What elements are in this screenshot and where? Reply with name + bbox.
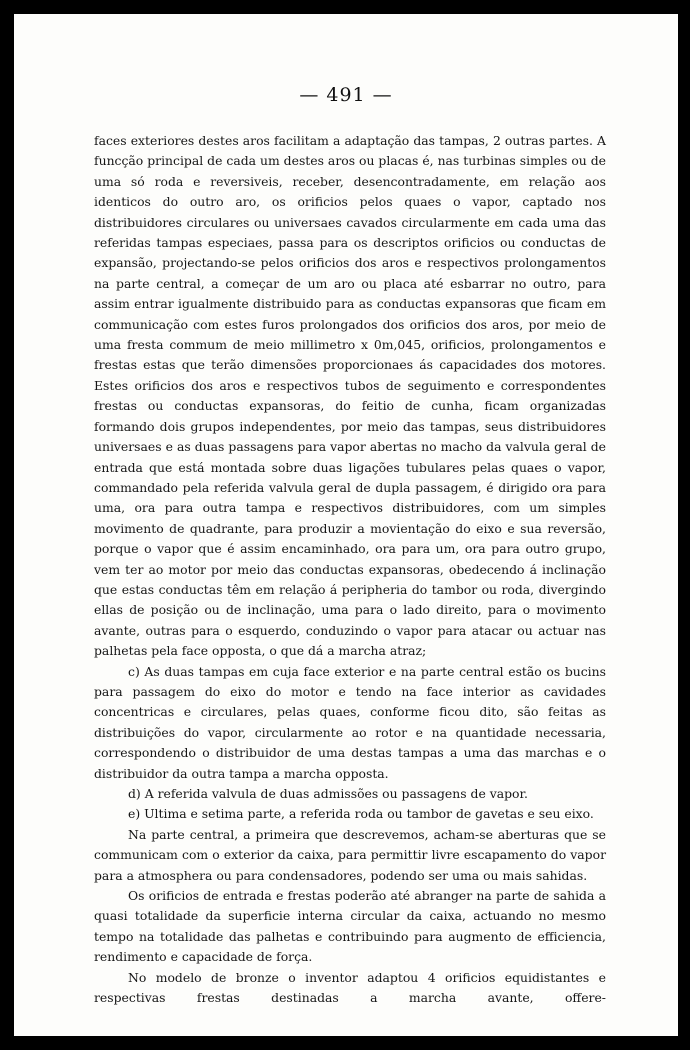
body-text [94,131,606,1008]
paragraph-2: c) As duas tampas em cuja face exterior e na parte central estão os bucins para passagem do eixo do motor e tendo na face interior as cavidades concentricas e circulares, pelas quaes, conforme ficou dito, são feitas as distribuições do vapor, circularmente ao rotor e na quantidade necessaria, correspondendo o distribuidor de uma destas tampas a uma das marchas e o distribuidor da outra tampa a marcha opposta. [94,663,606,781]
paragraph-3: d) A referida valvula de duas admissões ou passagens de vapor. [128,786,528,801]
paragraph-5: Na parte central, a primeira que descrevemos, acham-se aberturas que se communicam com o exterior da caixa, para permittir livre escapamento do vapor para a atmosphera ou para condensadores, podendo ser uma ou mais sahidas. [94,826,606,883]
paragraph-6: Os orificios de entrada e frestas poderão até abranger na parte de sahida a quasi totalidade da superficie interna circular da caixa, actuando no mesmo tempo na totalidade das palhetas e contribuindo para augmento de efficiencia, rendimento e capacidade de força. [94,888,606,965]
page-number: — 491 — [299,84,393,106]
paragraph-7: No modelo de bronze o inventor adaptou 4 orificios equidistantes e respectivas frestas destinadas a marcha avante, offere- [94,969,606,1006]
document-page [14,14,678,1036]
paragraph-4: e) Ultima e setima parte, a referida roda ou tambor de gavetas e seu eixo. [128,806,594,822]
paragraph-1: faces exteriores destes aros facilitam a adaptação das tampas, 2 outras partes. A funcção principal de cada um destes aros ou placas é, nas turbinas simples ou de uma só roda e reversiveis, receber, desencontradamente, em relação aos identicos do outro aro, os orificios pelos quaes o vapor, captado nos distribuidores circulares ou universaes cavados circularmente em cada uma das referidas tampas especiaes, passa para os descriptos orificios ou conductas de expansão, projectando-se pelos orificios dos aros e respectivos prolongamentos na parte central, a começar de um aro ou placa até esbarrar no outro, para assim entrar igualmente distribuido para as conductas expansoras que ficam em communicação com estes furos prolongados dos orificios dos aros, por meio de uma fresta commum de meio millimetro x 0m,045, orificios, prolongamentos e frestas estas que terão dimensões proporcionaes ás capacidades dos motores. Estes orificios dos aros e respectivos tubos de seguimento e correspondentes frestas ou conductas expansoras, do feitio de cunha, ficam organizadas formando dois grupos independentes, por meio das tampas, seus distribuidores universaes e as duas passagens para vapor abertas no macho da valvula geral de entrada que está montada sobre duas ligações tubulares pelas quaes o vapor, commandado pela referida valvula geral de dupla passagem, é dirigido ora para uma, ora para outra tampa e respectivos distribuidores, com um simples movimento de quadrante, para produzir a movientação do eixo e sua reversão, porque o vapor que é assim encaminhado, ora para um, ora para outro grupo, vem ter ao motor por meio das conductas expansoras, obedecendo á inclinação que estas conductas têm em relação á peripheria do tambor ou roda, divergindo ellas de posição ou de inclinação, uma para o lado direito, para o movimento avante, outras para o esquerdo, conduzindo o vapor para atacar ou actuar nas palhetas pela face opposta, o que dá a marcha atraz; [94,133,606,659]
